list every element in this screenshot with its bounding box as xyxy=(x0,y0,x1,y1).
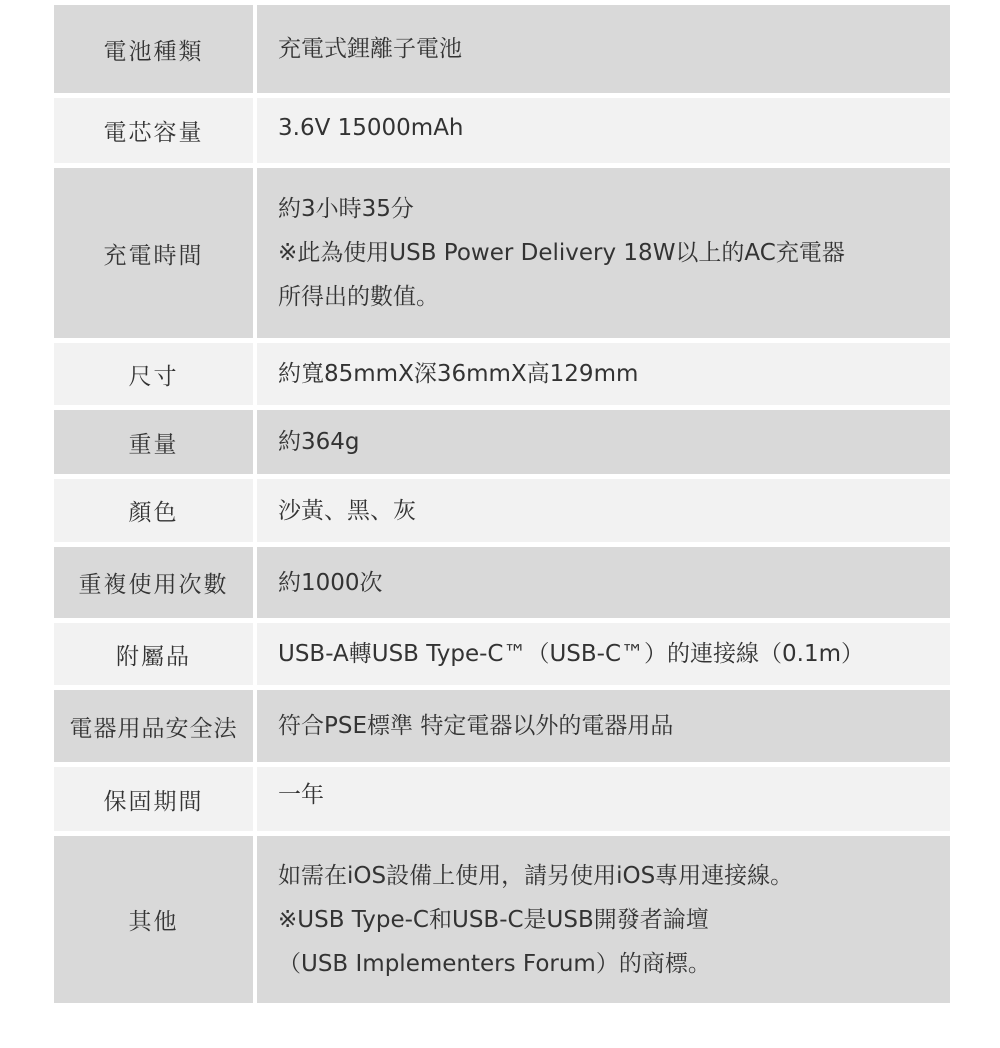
spec-value-line: 約1000次 xyxy=(278,569,383,596)
spec-row-charge-time xyxy=(54,163,950,338)
spec-value-line: 如需在iOS設備上使用，請另使用iOS專用連接線。 xyxy=(278,862,794,889)
spec-value xyxy=(257,479,950,542)
spec-value-line: （USB Implementers Forum）的商標。 xyxy=(278,950,711,977)
spec-value xyxy=(257,836,950,1003)
spec-value-line: 充電式鋰離子電池 xyxy=(278,36,462,62)
spec-value xyxy=(257,98,950,163)
spec-value-line: 沙黃、黑、灰 xyxy=(278,497,416,524)
spec-table xyxy=(54,0,950,1003)
spec-label: 電器用品安全法 xyxy=(54,690,253,762)
spec-value-line: 所得出的數值。 xyxy=(278,284,439,310)
spec-label: 尺寸 xyxy=(54,343,253,405)
spec-label: 其他 xyxy=(54,836,253,1003)
spec-value xyxy=(257,168,950,338)
spec-label: 電池種類 xyxy=(54,5,253,93)
spec-row-battery-type xyxy=(54,0,950,93)
spec-value-line: 約364g xyxy=(278,429,360,455)
spec-label: 充電時間 xyxy=(54,168,253,338)
spec-value xyxy=(257,343,950,405)
spec-row-warranty xyxy=(54,762,950,831)
spec-label: 重量 xyxy=(54,410,253,474)
spec-row-other xyxy=(54,831,950,1003)
spec-value-line: USB-A轉USB Type-C™（USB-C™）的連接線（0.1m） xyxy=(278,641,865,667)
spec-label: 附屬品 xyxy=(54,623,253,685)
spec-value-line: ※此為使用USB Power Delivery 18W以上的AC充電器 xyxy=(278,240,845,266)
spec-value xyxy=(257,547,950,618)
spec-row-weight xyxy=(54,405,950,474)
spec-row-color xyxy=(54,474,950,542)
spec-value-line: 3.6V 15000mAh xyxy=(278,114,464,141)
spec-value xyxy=(257,623,950,685)
spec-value xyxy=(257,767,950,831)
spec-label: 保固期間 xyxy=(54,767,253,831)
spec-value-line: 約3小時35分 xyxy=(278,196,414,222)
spec-value xyxy=(257,690,950,762)
spec-value-line: ※USB Type-C和USB-C是USB開發者論壇 xyxy=(278,906,709,933)
spec-value-line: 符合PSE標準 特定電器以外的電器用品 xyxy=(278,713,674,739)
spec-row-accessories xyxy=(54,618,950,685)
spec-value-line: 約寬85mmX深36mmX高129mm xyxy=(278,361,639,387)
spec-value xyxy=(257,5,950,93)
spec-row-cycle-count xyxy=(54,542,950,618)
spec-value-line: 一年 xyxy=(278,782,324,808)
spec-label: 重複使用次數 xyxy=(54,547,253,618)
spec-row-safety-law xyxy=(54,685,950,762)
spec-label: 電芯容量 xyxy=(54,98,253,163)
spec-row-dimensions xyxy=(54,338,950,405)
spec-label: 顏色 xyxy=(54,479,253,542)
spec-value xyxy=(257,410,950,474)
spec-row-capacity xyxy=(54,93,950,163)
